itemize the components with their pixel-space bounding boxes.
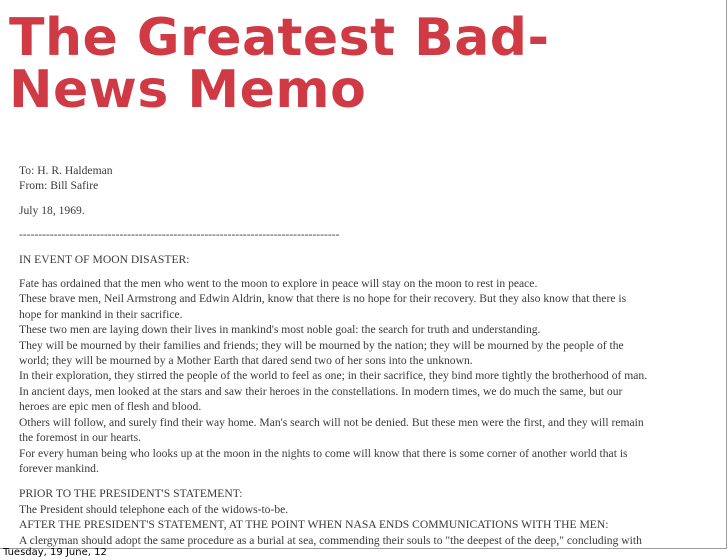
instruction-line: The President should telephone each of the widows-to-be.	[19, 502, 289, 516]
memo-from: From: Bill Safire	[19, 179, 99, 193]
title-line-2: News Memo	[9, 60, 367, 120]
body-line: hope for mankind in their sacrifice.	[19, 307, 183, 321]
body-line: forever mankind.	[19, 461, 99, 475]
body-line: In their exploration, they stirred the people of the world to feel as one; in their sacrifice, they bind more tightly the brotherhood of man.	[19, 369, 648, 383]
memo-divider: -----------------------------------------------------------------------------------	[19, 228, 340, 242]
body-line: world; they will be mourned by a Mother Earth that dared send two of her sons into the unknown.	[19, 354, 473, 368]
memo-to: To: H. R. Haldeman	[19, 164, 113, 177]
event-heading: IN EVENT OF MOON DISASTER:	[19, 252, 190, 266]
footer-date: Tuesday, 19 June, 12	[3, 547, 107, 558]
body-line: They will be mourned by their families and friends; they will be mourned by the nation; they will be mourned by the people of the	[19, 338, 624, 352]
prior-heading: PRIOR TO THE PRESIDENT'S STATEMENT:	[19, 487, 243, 501]
body-line: For every human being who looks up at the moon in the nights to come will know that there is some corner of another world that is	[19, 446, 628, 460]
body-line: the foremost in our hearts.	[19, 431, 142, 445]
instruction-line: AFTER THE PRESIDENT'S STATEMENT, AT THE POINT WHEN NASA ENDS COMMUNICATIONS WITH THE MEN:	[19, 518, 609, 532]
body-line: Fate has ordained that the men who went to the moon to explore in peace will stay on the moon to rest in peace.	[19, 277, 538, 291]
body-line: These two men are laying down their lives in mankind's most noble goal: the search for truth and understanding.	[19, 323, 541, 337]
body-line: In ancient days, men looked at the stars and saw their heroes in the constellations. In modern times, we do much the same, but our	[19, 384, 623, 398]
memo-body	[19, 163, 709, 549]
title-line-1: The Greatest Bad-	[9, 8, 550, 68]
body-line: heroes are epic men of flesh and blood.	[19, 400, 202, 414]
memo-date: July 18, 1969.	[19, 203, 85, 217]
instruction-line	[19, 548, 709, 549]
instruction-line: A clergyman should adopt the same procedure as a burial at sea, commending their souls to "the deepest of the deep," concluding with	[19, 533, 642, 547]
body-line: These brave men, Neil Armstrong and Edwin Aldrin, know that there is no hope for their recovery. But they also know that there is	[19, 292, 627, 306]
body-line: Others will follow, and surely find their way home. Man's search will not be denied. But these men were the first, and they will remain	[19, 415, 644, 429]
slide-title	[9, 8, 709, 120]
